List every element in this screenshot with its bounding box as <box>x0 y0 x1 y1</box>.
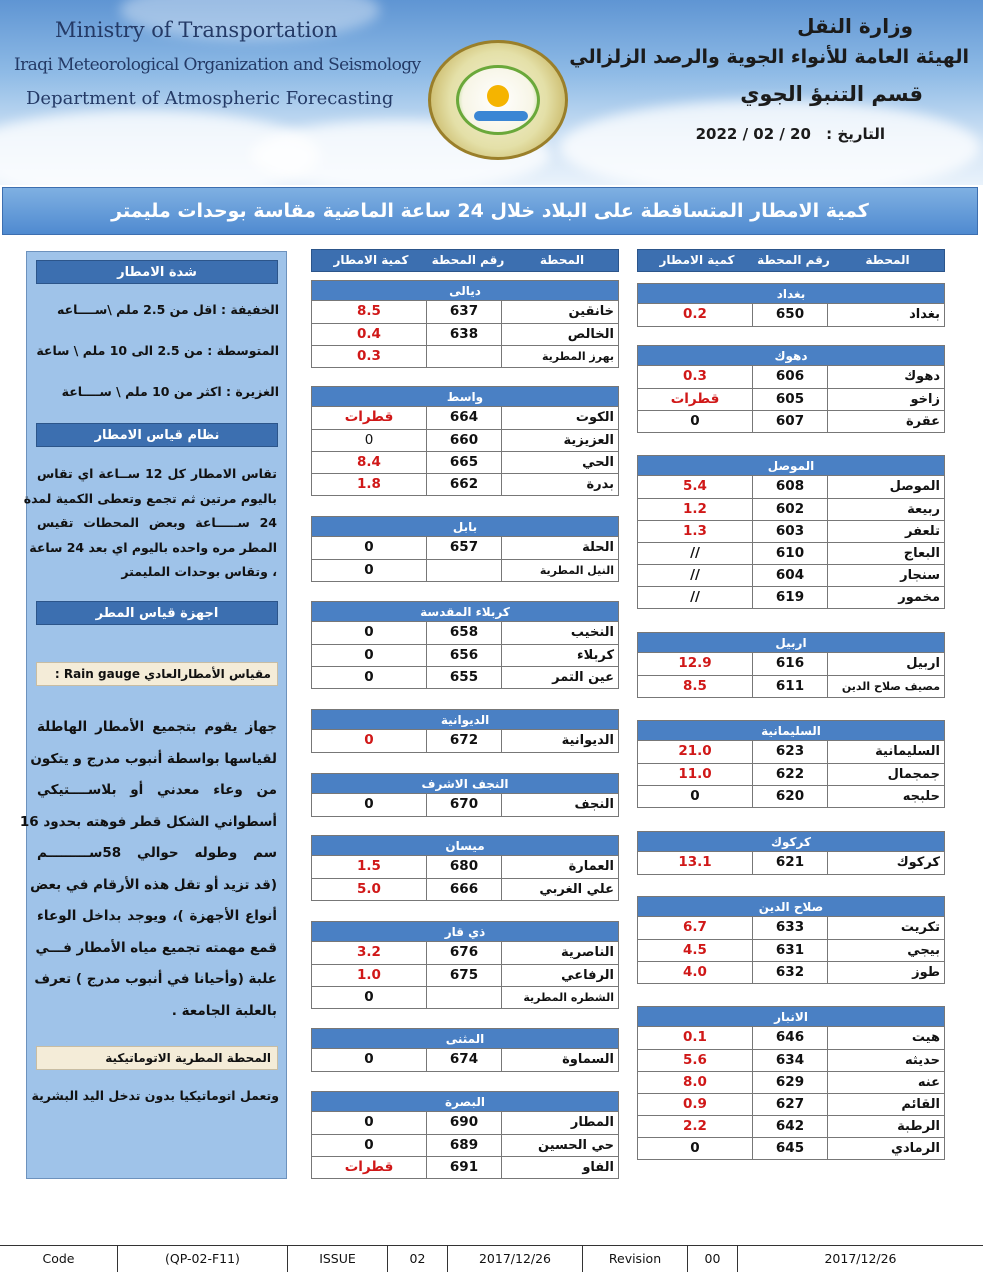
region-title: الديوانية <box>312 710 618 730</box>
region-title: الموصل <box>638 456 944 476</box>
station-row <box>638 1093 944 1115</box>
page-header <box>0 0 983 185</box>
station-number: 665 <box>426 452 501 473</box>
en-ministry-title: Ministry of Transportation <box>55 18 338 42</box>
station-number: 632 <box>752 962 827 983</box>
station-name: بغداد <box>827 304 944 326</box>
region-title: الانبار <box>638 1007 944 1027</box>
rain-amount: 6.7 <box>683 919 707 935</box>
rain-amount: قطرات <box>344 409 394 425</box>
station-row <box>312 794 618 816</box>
station-name: الناصرية <box>501 942 618 964</box>
station-number: 638 <box>426 324 501 345</box>
station-row <box>638 498 944 520</box>
station-row <box>312 537 618 559</box>
station-name: عنه <box>827 1072 944 1093</box>
region-table <box>311 386 619 496</box>
rain-amount: 8.4 <box>357 454 381 470</box>
col-number: رقم المحطة <box>431 253 505 267</box>
station-row <box>312 1134 618 1156</box>
en-department-title: Department of Atmospheric Forecasting <box>26 88 394 109</box>
station-row <box>312 986 618 1008</box>
en-organization-title: Iraqi Meteorological Organization and Seismology <box>14 55 421 75</box>
station-row <box>312 559 618 581</box>
station-number: 691 <box>426 1157 501 1178</box>
gauge-line: (قد تزيد أو تقل هذه الأرقام في بعض <box>30 876 277 893</box>
system-line: تقاس الامطار كل 12 ســاعة اي تقاس <box>37 466 277 481</box>
region-table <box>311 1091 619 1179</box>
station-number: 619 <box>752 587 827 608</box>
station-name: النخيب <box>501 622 618 644</box>
rain-amount: 0 <box>690 788 700 804</box>
station-row <box>312 345 618 367</box>
station-name: مخمور <box>827 587 944 608</box>
station-name: حلبجه <box>827 786 944 807</box>
region-table <box>311 773 619 817</box>
rain-gauge-label: مقياس الأمطارالعادي Rain gauge : <box>36 662 278 686</box>
station-name: الشطره المطرية <box>501 987 618 1008</box>
intensity-light: الخفيفة : اقل من 2.5 ملم \ســــاعه <box>57 302 279 317</box>
station-name: الخالص <box>501 324 618 345</box>
station-name: النيل المطرية <box>501 560 618 581</box>
rain-amount: 4.5 <box>683 942 707 958</box>
station-number <box>426 346 501 367</box>
station-number: 662 <box>426 474 501 495</box>
station-row <box>312 407 618 429</box>
rain-amount: 5.0 <box>357 881 381 897</box>
region-title: كركوك <box>638 832 944 852</box>
rain-amount: 1.0 <box>357 967 381 983</box>
date-label: التاريخ : <box>826 125 885 143</box>
station-number: 666 <box>426 879 501 900</box>
station-number: 603 <box>752 521 827 542</box>
station-number: 656 <box>426 645 501 666</box>
region-table <box>637 345 945 433</box>
rain-amount: 0 <box>364 647 374 663</box>
intensity-heavy: الغزيرة : اكثر من 10 ملم \ ســــاعة <box>61 384 279 399</box>
system-line: 24 ســـــاعة وبعض المحطات تقيس <box>37 515 277 530</box>
region-title: واسط <box>312 387 618 407</box>
station-name: القائم <box>827 1094 944 1115</box>
station-name: العزيزية <box>501 430 618 451</box>
date-value: 2022 / 02 / 20 <box>695 125 811 143</box>
station-row <box>312 451 618 473</box>
station-number: 602 <box>752 499 827 520</box>
col-station: المحطة <box>539 253 585 267</box>
banner-text: كمية الامطار المتساقطة على البلاد خلال 24 ساعة الماضية مقاسة بوحدات مليمتر <box>111 200 869 222</box>
col-amount: كمية الامطار <box>659 253 735 267</box>
gauge-line: لقياسها بواسطة أنبوب مدرج و يتكون <box>30 750 277 767</box>
station-row <box>638 852 944 874</box>
col-number: رقم المحطة <box>757 253 830 267</box>
station-name: حديثه <box>827 1050 944 1071</box>
report-date <box>696 125 885 143</box>
system-line: باليوم مرتين ثم تجمع وتعطى الكمية لمدة <box>23 490 277 506</box>
station-row <box>638 785 944 807</box>
station-name: كركوك <box>827 852 944 874</box>
station-row <box>312 1156 618 1178</box>
station-number: 645 <box>752 1138 827 1159</box>
station-row <box>312 730 618 752</box>
region-table <box>637 1006 945 1160</box>
station-row <box>312 473 618 495</box>
station-row <box>312 1112 618 1134</box>
rain-amount: قطرات <box>670 391 720 407</box>
station-name: العمارة <box>501 856 618 878</box>
station-row <box>638 763 944 785</box>
rain-amount: 0 <box>364 989 374 1005</box>
station-number: 620 <box>752 786 827 807</box>
station-number: 642 <box>752 1116 827 1137</box>
rain-amount: 0 <box>364 432 374 448</box>
station-row <box>638 653 944 675</box>
region-title: صلاح الدين <box>638 897 944 917</box>
station-number: 631 <box>752 940 827 961</box>
station-row <box>638 410 944 432</box>
station-row <box>638 1115 944 1137</box>
rain-amount: 11.0 <box>678 766 712 782</box>
footer-code-value: (QP-02-F11) <box>118 1246 288 1272</box>
rain-amount: // <box>690 589 700 605</box>
station-row <box>638 366 944 388</box>
rain-amount: 0.4 <box>357 326 381 342</box>
station-number: 658 <box>426 622 501 644</box>
rain-amount: 1.8 <box>357 476 381 492</box>
station-row <box>312 942 618 964</box>
region-table <box>311 516 619 582</box>
station-name: السماوة <box>501 1049 618 1071</box>
region-title: النجف الاشرف <box>312 774 618 794</box>
rain-amount: 8.0 <box>683 1074 707 1090</box>
gauge-line: قمع مهمته تجميع مياه الأمطار فـــي <box>35 939 277 956</box>
station-name: بهرز المطرية <box>501 346 618 367</box>
station-name: تكريت <box>827 917 944 939</box>
station-row <box>312 1049 618 1071</box>
station-name: النجف <box>501 794 618 816</box>
region-table <box>311 921 619 1009</box>
station-row <box>638 388 944 410</box>
station-name: الحلة <box>501 537 618 559</box>
rain-amount: // <box>690 567 700 583</box>
station-number: 611 <box>752 676 827 697</box>
station-number: 689 <box>426 1135 501 1156</box>
station-name: الكوت <box>501 407 618 429</box>
station-name: سنجار <box>827 565 944 586</box>
station-number: 623 <box>752 741 827 763</box>
rain-amount: 8.5 <box>357 303 381 319</box>
footer-issue-value: 02 <box>388 1246 448 1272</box>
station-row <box>312 644 618 666</box>
rain-amount: // <box>690 545 700 561</box>
region-title: البصرة <box>312 1092 618 1112</box>
rain-amount: 0 <box>364 732 374 748</box>
station-number: 634 <box>752 1050 827 1071</box>
station-row <box>638 586 944 608</box>
rain-amount: 0.9 <box>683 1096 707 1112</box>
station-number: 674 <box>426 1049 501 1071</box>
station-number: 616 <box>752 653 827 675</box>
station-name: دهوك <box>827 366 944 388</box>
ar-ministry-title: وزارة النقل <box>797 14 913 38</box>
rain-amount: 1.2 <box>683 501 707 517</box>
station-row <box>638 1027 944 1049</box>
region-title: المثنى <box>312 1029 618 1049</box>
station-name: الرفاعي <box>501 965 618 986</box>
col-station: المحطة <box>865 253 910 267</box>
station-row <box>638 304 944 326</box>
info-panel <box>19 251 287 1179</box>
gauge-line: بالعلبة الجامعة . <box>171 1002 277 1019</box>
station-row <box>312 622 618 644</box>
station-row <box>312 666 618 688</box>
station-number: 605 <box>752 389 827 410</box>
station-name: الرطبة <box>827 1116 944 1137</box>
intensity-heading: شدة الامطار <box>36 260 278 284</box>
region-table <box>637 632 945 698</box>
station-name: عين التمر <box>501 667 618 688</box>
rain-amount: 21.0 <box>678 743 712 759</box>
station-number: 670 <box>426 794 501 816</box>
region-table <box>637 831 945 875</box>
rain-amount: 0 <box>364 562 374 578</box>
rain-amount: 0.2 <box>683 306 707 322</box>
document-footer <box>0 1245 983 1272</box>
footer-revision-value: 00 <box>688 1246 738 1272</box>
station-row <box>638 1137 944 1159</box>
region-title: دهوك <box>638 346 944 366</box>
station-name: الفاو <box>501 1157 618 1178</box>
region-title: ميسان <box>312 836 618 856</box>
station-name: زاخو <box>827 389 944 410</box>
rain-amount: 0.3 <box>683 368 707 384</box>
station-number <box>426 987 501 1008</box>
station-number: 675 <box>426 965 501 986</box>
rain-amount: 4.0 <box>683 964 707 980</box>
footer-revision-label: Revision <box>583 1246 688 1272</box>
region-title: بابل <box>312 517 618 537</box>
gauge-line: أنواع الأجهزة )، ويوجد بداخل الوعاء <box>37 908 277 924</box>
rain-gauge-description <box>19 712 277 1027</box>
station-row <box>638 741 944 763</box>
station-name: الرمادي <box>827 1138 944 1159</box>
station-number: 657 <box>426 537 501 559</box>
region-table <box>637 455 945 609</box>
station-row <box>312 856 618 878</box>
station-row <box>312 301 618 323</box>
station-name: بدرة <box>501 474 618 495</box>
station-row <box>638 939 944 961</box>
station-row <box>638 1071 944 1093</box>
station-number: 608 <box>752 476 827 498</box>
rain-amount: 0 <box>364 1114 374 1130</box>
station-row <box>638 917 944 939</box>
station-number: 646 <box>752 1027 827 1049</box>
rain-amount: 3.2 <box>357 944 381 960</box>
region-table <box>637 283 945 327</box>
station-row <box>312 964 618 986</box>
station-name: هيت <box>827 1027 944 1049</box>
station-name: حي الحسين <box>501 1135 618 1156</box>
region-table <box>311 835 619 901</box>
rain-amount: 5.4 <box>683 478 707 494</box>
station-name: السليمانية <box>827 741 944 763</box>
rain-amount: 13.1 <box>678 854 712 870</box>
rain-amount: 1.3 <box>683 523 707 539</box>
footer-code-label: Code <box>0 1246 118 1272</box>
station-row <box>638 961 944 983</box>
station-number: 664 <box>426 407 501 429</box>
station-number: 650 <box>752 304 827 326</box>
region-table <box>311 709 619 753</box>
station-row <box>312 429 618 451</box>
station-number: 621 <box>752 852 827 874</box>
rain-amount: 0.3 <box>357 348 381 364</box>
station-name: جمجمال <box>827 764 944 785</box>
station-number: 637 <box>426 301 501 323</box>
region-table <box>637 720 945 808</box>
region-title: كربلاء المقدسة <box>312 602 618 622</box>
station-name: الديوانية <box>501 730 618 752</box>
station-number: 622 <box>752 764 827 785</box>
station-row <box>638 542 944 564</box>
system-line: المطر مره واحده باليوم اي بعد 24 ساعة <box>29 539 277 555</box>
rain-amount: 0 <box>364 624 374 640</box>
station-row <box>638 564 944 586</box>
station-number: 604 <box>752 565 827 586</box>
station-number: 629 <box>752 1072 827 1093</box>
region-table <box>637 896 945 984</box>
auto-station-label: المحطة المطرية الاتوماتيكية <box>36 1046 278 1070</box>
rain-amount: 12.9 <box>678 655 712 671</box>
station-name: كربلاء <box>501 645 618 666</box>
station-name: خانقين <box>501 301 618 323</box>
station-name: مصيف صلاح الدين <box>827 676 944 697</box>
rain-amount: قطرات <box>344 1159 394 1175</box>
rain-amount: 0 <box>364 796 374 812</box>
station-name: عقرة <box>827 411 944 432</box>
station-number: 672 <box>426 730 501 752</box>
station-row <box>312 323 618 345</box>
station-row <box>638 675 944 697</box>
rain-amount: 8.5 <box>683 678 707 694</box>
station-row <box>638 476 944 498</box>
middle-table-header <box>311 249 619 272</box>
station-number: 660 <box>426 430 501 451</box>
gauge-line: سم وطوله حوالي 58ســـــــــم <box>37 845 277 861</box>
station-name: البعاج <box>827 543 944 564</box>
station-name: علي الغربي <box>501 879 618 900</box>
footer-revision-date: 2017/12/26 <box>824 1251 897 1266</box>
auto-station-text: وتعمل اتوماتيكيا بدون تدخل اليد البشرية <box>31 1088 279 1103</box>
region-title: ذي قار <box>312 922 618 942</box>
station-number <box>426 560 501 581</box>
rain-amount: 0 <box>364 1051 374 1067</box>
station-number: 680 <box>426 856 501 878</box>
gauge-line: من وعاء معدني أو بلاســــتيكي <box>37 782 277 798</box>
rain-amount: 2.2 <box>683 1118 707 1134</box>
gauge-line: علبة (وأحيانا في أنبوب مدرج ) تعرف <box>34 971 277 987</box>
system-line: ، وتقاس بوحدات المليمتر <box>121 564 277 579</box>
right-table-header <box>637 249 945 272</box>
gauge-line: أسطواني الشكل قطر فوهته بحدود 16 <box>19 813 277 830</box>
ar-department-title: قسم التنبؤ الجوي <box>740 82 923 106</box>
region-table <box>311 1028 619 1072</box>
rain-amount: 0.1 <box>683 1029 707 1045</box>
station-name: المطار <box>501 1112 618 1134</box>
rain-amount: 0 <box>364 539 374 555</box>
col-amount: كمية الامطار <box>333 253 409 267</box>
region-title: ديالى <box>312 281 618 301</box>
rain-amount: 0 <box>690 1140 700 1156</box>
rain-amount: 1.5 <box>357 858 381 874</box>
station-number: 655 <box>426 667 501 688</box>
station-row <box>638 520 944 542</box>
footer-issue-label: ISSUE <box>288 1246 388 1272</box>
station-number: 633 <box>752 917 827 939</box>
station-row <box>312 878 618 900</box>
station-number: 627 <box>752 1094 827 1115</box>
station-name: اربيل <box>827 653 944 675</box>
station-name: ربيعة <box>827 499 944 520</box>
station-number: 607 <box>752 411 827 432</box>
devices-heading: اجهزة قياس المطر <box>36 601 278 625</box>
region-title: السليمانية <box>638 721 944 741</box>
organization-logo <box>428 40 568 160</box>
ar-organization-title: الهيئة العامة للأنواء الجوية والرصد الزلزالي <box>569 46 969 68</box>
station-number: 690 <box>426 1112 501 1134</box>
intensity-moderate: المتوسطة : من 2.5 الى 10 ملم \ ساعة <box>36 343 279 358</box>
station-number: 610 <box>752 543 827 564</box>
station-name: الحي <box>501 452 618 473</box>
region-title: بغداد <box>638 284 944 304</box>
rain-amount: 0 <box>364 1137 374 1153</box>
footer-issue-date: 2017/12/26 <box>448 1246 583 1272</box>
system-description <box>23 462 277 585</box>
system-heading: نظام قياس الامطار <box>36 423 278 447</box>
rain-amount: 5.6 <box>683 1052 707 1068</box>
rain-amount: 0 <box>364 669 374 685</box>
station-name: طوز <box>827 962 944 983</box>
station-name: بيجي <box>827 940 944 961</box>
gauge-line: جهاز يقوم بتجميع الأمطار الهاطلة <box>37 719 277 735</box>
report-banner <box>2 187 978 235</box>
region-table <box>311 280 619 368</box>
station-row <box>638 1049 944 1071</box>
region-title: اربيل <box>638 633 944 653</box>
station-name: الموصل <box>827 476 944 498</box>
rain-amount: 0 <box>690 413 700 429</box>
station-name: تلعفر <box>827 521 944 542</box>
region-table <box>311 601 619 689</box>
station-number: 606 <box>752 366 827 388</box>
station-number: 676 <box>426 942 501 964</box>
